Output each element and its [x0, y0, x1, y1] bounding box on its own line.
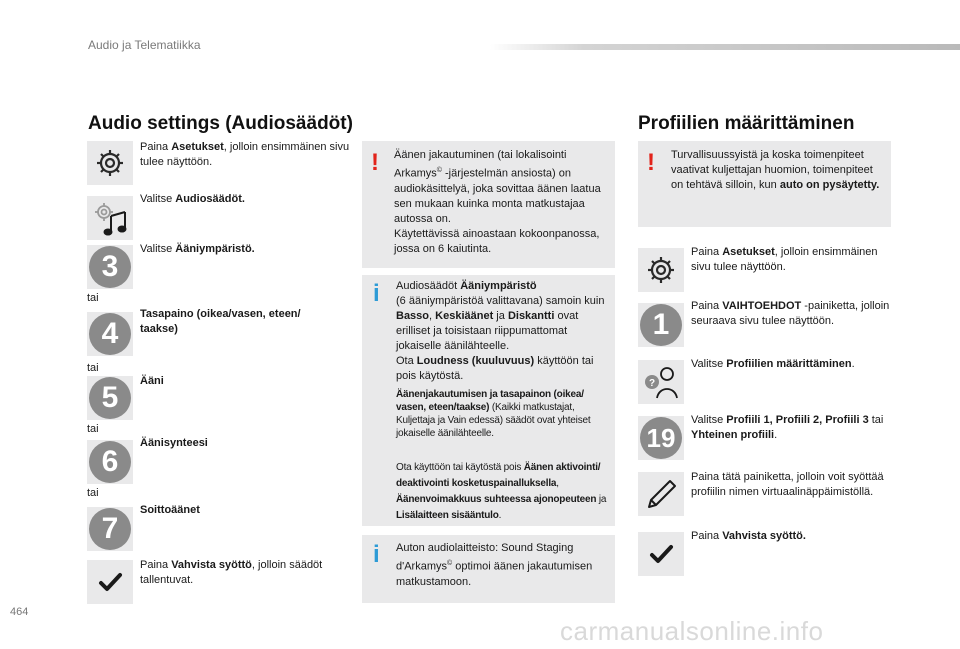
- left-step-1: Paina Asetukset, jolloin ensimmäinen sivu tulee näyttöön.: [140, 141, 350, 168]
- left-step-6: Äänisynteesi: [140, 437, 208, 449]
- left-step-8: Paina Vahvista syöttö, jolloin säädöt tallentuvat.: [140, 559, 323, 586]
- info-text-1: Audiosäädöt Ääniympäristö (6 ääniympäristöä valittavana) samoin kuin Basso, Keskiäänet ja Diskantti ovat erilliset ja toisistaan riippumattomat jokaiselle äänilähteelle. Ota Loudness (kuuluvuus) käyttöön tai pois käytöstä.: [396, 280, 605, 382]
- warning-text-profiles: Turvallisuussyistä ja koska toimenpiteet vaativat kuljettajan huomion, toimenpiteet on tehtävä silloin, kun auto on pysäytetty.: [671, 149, 880, 191]
- header-divider: [490, 44, 960, 50]
- confirm-button-profiles[interactable]: [638, 532, 684, 576]
- or-label-4: tai: [87, 487, 99, 499]
- info-icon: i: [373, 541, 380, 568]
- or-label-3: tai: [87, 423, 99, 435]
- checkmark-icon: [87, 560, 133, 604]
- svg-text:?: ?: [648, 378, 656, 389]
- right-step-4: Valitse Profiili 1, Profiili 2, Profiili 3 tai Yhteinen profiili.: [691, 414, 884, 441]
- warning-panel-sound-distribution: [362, 141, 615, 268]
- right-step-1: Paina Asetukset, jolloin ensimmäinen sivu tulee näyttöön.: [691, 246, 878, 273]
- right-step-5: Paina tätä painiketta, jolloin voit syöttää profiilin nimen virtuaalinäppäimistöllä.: [691, 471, 884, 498]
- warning-panel-profiles: [638, 141, 891, 227]
- step-number-1: 1: [638, 303, 684, 347]
- or-label-2: tai: [87, 362, 99, 374]
- profiles-definition-button[interactable]: [638, 360, 684, 404]
- step-number-7: 7: [87, 507, 133, 551]
- warning-icon: !: [371, 149, 379, 176]
- left-step-5: Ääni: [140, 375, 164, 387]
- info-text-sound-staging: Auton audiolaitteisto: Sound Staging d'Arkamys© optimoi äänen jakautumisen matkustamoon.: [396, 542, 593, 588]
- step-number-19: 19: [638, 416, 684, 460]
- left-step-2: Valitse Audiosäädöt.: [140, 193, 245, 205]
- audio-settings-title: Audio settings (Audiosäädöt): [88, 113, 353, 134]
- right-step-2: Paina VAIHTOEHDOT -painiketta, jolloin seuraava sivu tulee näyttöön.: [691, 300, 890, 327]
- left-step-4: Tasapaino (oikea/vasen, eteen/ taakse): [140, 308, 301, 335]
- pencil-icon: [638, 472, 684, 516]
- profiles-title: Profiilien määrittäminen: [638, 113, 855, 134]
- left-step-3: Valitse Ääniympäristö.: [140, 243, 255, 255]
- edit-name-button[interactable]: [638, 472, 684, 516]
- or-label-1: tai: [87, 292, 99, 304]
- user-profile-icon: [638, 360, 684, 404]
- checkmark-icon: [638, 532, 684, 576]
- right-step-6: Paina Vahvista syöttö.: [691, 530, 806, 542]
- watermark: carmanualsonline.info: [560, 616, 824, 646]
- info-text-2: Äänenjakautumisen ja tasapainon (oikea/ vasen, eteen/taakse) (Kaikki matkustajat, Kuljettaja ja Vain edessä) säädöt ovat yhteiset jokaiselle äänilähteelle.: [396, 389, 591, 439]
- info-panel-sound-staging: [362, 535, 615, 603]
- step-number-3: 3: [87, 245, 133, 289]
- warning-text: Äänen jakautuminen (tai lokalisointi Arkamys© -järjestelmän ansiosta) on audiokäsittelyä, joka sovittaa äänen laatua sen mukaan kuinka monta matkustajaa autossa on. Käytettävissä ainoastaan kokoonpanossa, jossa on 6 kaiutinta.: [394, 149, 601, 255]
- gear-icon: [87, 141, 133, 185]
- info-text-3: Ota käyttöön tai käytöstä pois Äänen aktivointi/ deaktivointi kosketuspainalluksella, Äänenvoimakkuus suhteessa ajonopeuteen ja Lisälaitteen sisääntulo.: [396, 462, 607, 521]
- right-step-3: Valitse Profiilien määrittäminen.: [691, 358, 855, 370]
- step-number-5: 5: [87, 376, 133, 420]
- step-number-4: 4: [87, 312, 133, 356]
- header-title: Audio ja Telematiikka: [88, 38, 201, 52]
- profiles-settings-button[interactable]: [638, 248, 684, 292]
- confirm-button[interactable]: [87, 560, 133, 604]
- settings-gear-button[interactable]: [87, 141, 133, 185]
- audio-settings-button[interactable]: [87, 196, 133, 240]
- page-number: 464: [10, 606, 29, 618]
- warning-icon: !: [647, 149, 655, 176]
- gear-music-icon: [87, 196, 133, 240]
- info-icon: i: [373, 280, 380, 307]
- gear-icon: [638, 248, 684, 292]
- left-step-7: Soittoäänet: [140, 504, 200, 516]
- info-panel-audio-settings: [362, 275, 615, 526]
- step-number-6: 6: [87, 440, 133, 484]
